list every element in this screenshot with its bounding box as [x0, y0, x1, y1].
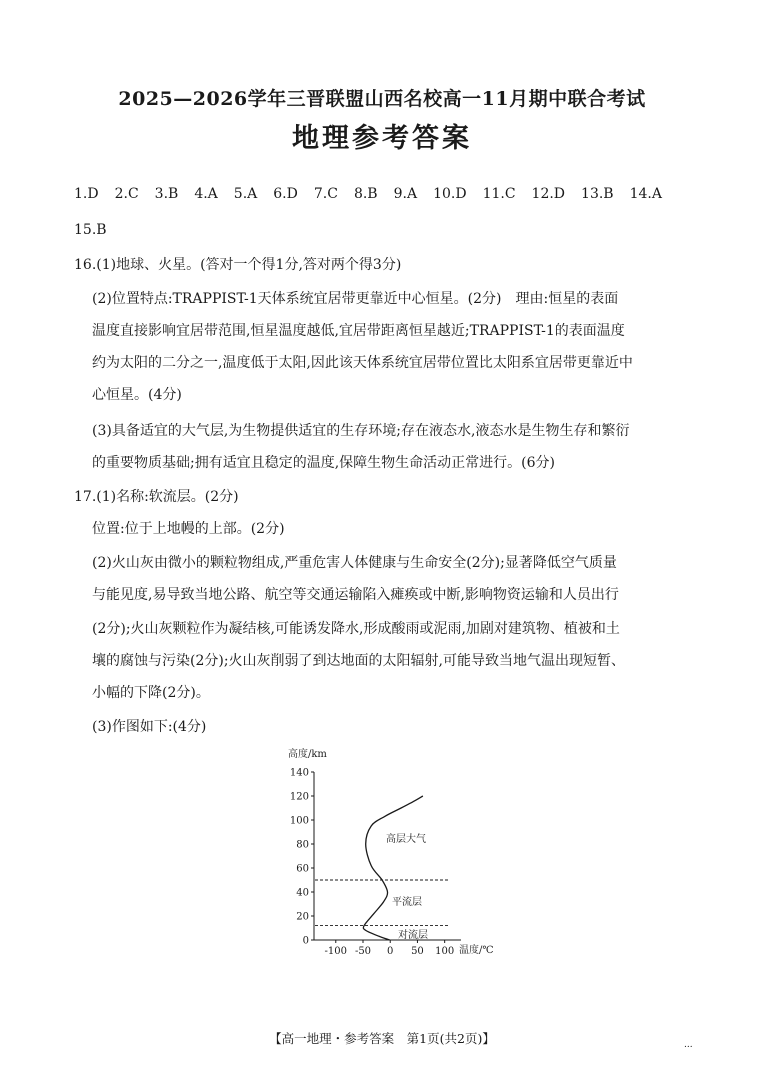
q17-part2-line: 小幅的下降(2分)。 — [92, 685, 210, 701]
page-footer: 【高一地理・参考答案 第1页(共2页)】 — [269, 1031, 495, 1046]
q16-part3-line: (3)具备适宜的大气层,为生物提供适宜的生存环境;存在液态水,液态水是生物生存和繁衍 — [92, 423, 630, 439]
multiple-choice-answers — [74, 186, 662, 202]
q16-part2-line: 温度直接影响宜居带范围,恒星温度越低,宜居带距离恒星越近;TRAPPIST-1的表面温度 — [92, 323, 625, 339]
q17-part2-line: (2分);火山灰颗粒作为凝结核,可能诱发降水,形成酸雨或泥雨,加剧对建筑物、植被和土 — [92, 621, 620, 637]
y-tick-label: 140 — [289, 767, 309, 779]
q17-part3: (3)作图如下:(4分) — [92, 719, 207, 735]
mc-answer: 14.A — [629, 186, 662, 202]
y-tick-label: 0 — [302, 935, 309, 947]
q16-part2-line: (2)位置特点:TRAPPIST-1天体系统宜居带更靠近中心恒星。(2分) 理由:恒星的表面 — [92, 291, 619, 307]
y-axis-label: 高度/km — [288, 749, 327, 760]
mc-answer: 5.A — [233, 186, 258, 202]
q17-part1-line: 17.(1)名称:软流层。(2分) — [74, 489, 239, 505]
q17-part2-line: 与能见度,易导致当地公路、航空等交通运输陷入瘫痪或中断,影响物资运输和人员出行 — [92, 587, 619, 603]
q17-part1-line: 位置:位于上地幔的上部。(2分) — [92, 521, 285, 537]
y-tick-label: 20 — [296, 911, 309, 923]
y-tick-label: 100 — [289, 815, 309, 827]
atmosphere-temperature-chart — [286, 744, 506, 968]
mc-answer: 1.D — [74, 186, 99, 202]
mc-answer: 13.B — [581, 186, 614, 202]
mc-answer: 6.D — [273, 186, 298, 202]
annotation-stratosphere: 平流层 — [392, 897, 422, 908]
x-tick-label: -100 — [324, 946, 348, 957]
mc-answer: 2.C — [114, 186, 139, 202]
chart-svg — [286, 744, 506, 964]
x-tick-label: 0 — [387, 946, 394, 957]
annotation-upper-atmosphere: 高层大气 — [386, 834, 426, 845]
answer-key-title: 地理参考答案 — [292, 123, 472, 154]
q16-part3-line: 的重要物质基础;拥有适宜且稳定的温度,保障生物生命活动正常进行。(6分) — [92, 455, 555, 471]
mc-answer: 8.B — [353, 186, 378, 202]
y-tick-label: 60 — [296, 863, 309, 875]
x-tick-label: 100 — [435, 946, 455, 957]
q16-part2-line: 约为太阳的二分之一,温度低于太阳,因此该天体系统宜居带位置比太阳系宜居带更靠近中 — [92, 355, 633, 371]
x-axis-label: 温度/℃ — [459, 945, 494, 956]
q17-part2-line: 壤的腐蚀与污染(2分);火山灰削弱了到达地面的太阳辐射,可能导致当地气温出现短暂、 — [92, 653, 625, 669]
y-tick-label: 80 — [296, 839, 309, 851]
temperature-curve — [363, 796, 423, 940]
x-tick-label: -50 — [354, 946, 372, 957]
exam-title: 2025—2026学年三晋联盟山西名校高一11月期中联合考试 — [118, 88, 646, 110]
mc-answer: 9.A — [393, 186, 418, 202]
mc-answer: 3.B — [154, 186, 179, 202]
mc-answer-15: 15.B — [74, 222, 107, 238]
q17-part2-line: (2)火山灰由微小的颗粒物组成,严重危害人体健康与生命安全(2分);显著降低空气质量 — [92, 555, 617, 571]
y-tick-label: 120 — [289, 791, 309, 803]
x-tick-label: 50 — [411, 946, 424, 957]
q16-part1: 16.(1)地球、火星。(答对一个得1分,答对两个得3分) — [74, 257, 402, 273]
annotation-troposphere: 对流层 — [398, 930, 428, 941]
mc-answer: 10.D — [433, 186, 467, 202]
mc-answer: 12.D — [531, 186, 566, 202]
q16-part2-line: 心恒星。(4分) — [92, 387, 182, 403]
corner-mark: ... — [684, 1040, 693, 1050]
mc-answer: 7.C — [313, 186, 338, 202]
y-tick-label: 40 — [296, 887, 309, 899]
mc-answer: 4.A — [194, 186, 218, 202]
mc-answer: 11.C — [482, 186, 516, 202]
